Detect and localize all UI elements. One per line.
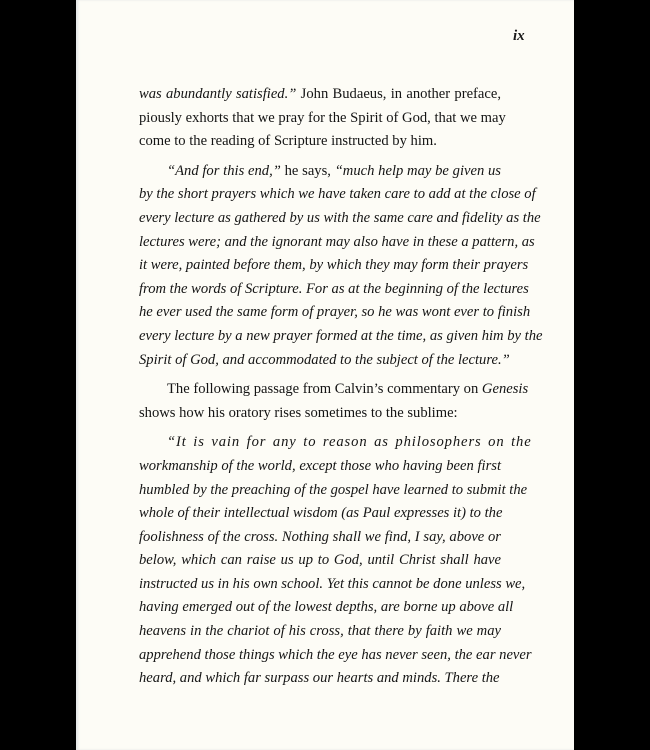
text-line bbox=[139, 644, 532, 668]
text-run: every lecture by a new prayer formed at the time, as given him by the bbox=[139, 327, 543, 344]
text-line bbox=[139, 183, 536, 207]
text-run: whole of their intellectual wisdom (as Paul expresses it) to the bbox=[139, 505, 503, 522]
text-run: from the words of Scripture. For as at the beginning of the lectures bbox=[139, 280, 529, 297]
text-line bbox=[139, 479, 528, 503]
text-line bbox=[139, 596, 514, 620]
text-run: come to the reading of Scripture instructed by him. bbox=[139, 133, 437, 150]
text-run: below, which can raise us up to God, until Christ shall have bbox=[139, 552, 501, 569]
text-run: heavens in the chariot of his cross, that there by faith we may bbox=[139, 623, 501, 640]
text-line bbox=[139, 667, 501, 691]
paragraph-genesis-intro bbox=[139, 378, 529, 425]
text-line bbox=[139, 254, 529, 278]
text-line bbox=[139, 107, 506, 131]
text-line bbox=[139, 160, 501, 184]
text-line bbox=[139, 278, 529, 302]
text-run: Genesis bbox=[481, 381, 529, 398]
text-line bbox=[139, 573, 526, 597]
text-run: lectures were; and the ignorant may also have in these a pattern, as bbox=[139, 233, 535, 250]
text-run: John Budaeus, in another preface, bbox=[296, 86, 501, 102]
text-run: he says, bbox=[280, 162, 335, 179]
text-line bbox=[139, 620, 501, 644]
text-line bbox=[139, 231, 535, 255]
text-run: “It is vain for any to reason as philosophers on the bbox=[167, 434, 532, 451]
text-line bbox=[139, 83, 501, 107]
text-run: he ever used the same form of prayer, so he was wont ever to finish bbox=[139, 304, 531, 321]
text-run: piously exhorts that we pray for the Spirit of God, that we may bbox=[139, 109, 506, 126]
text-line bbox=[139, 549, 501, 573]
text-line bbox=[139, 301, 531, 325]
text-run: heard, and which far surpass our hearts and minds. There the bbox=[139, 670, 500, 687]
text-run: it were, painted before them, by which they may form their prayers bbox=[139, 257, 529, 274]
text-run: “much help may be given us bbox=[334, 162, 501, 179]
text-line bbox=[139, 455, 501, 479]
text-run: Spirit of God, and accommodated to the subject of the lecture.” bbox=[139, 351, 510, 368]
text-line bbox=[139, 325, 543, 349]
page-body bbox=[139, 83, 543, 691]
paragraph-calvin-quote bbox=[139, 431, 532, 691]
paragraph-budaeus-quote bbox=[139, 160, 543, 372]
text-line bbox=[139, 502, 501, 526]
text-run: foolishness of the cross. Nothing shall we find, I say, above or bbox=[139, 528, 501, 545]
text-line bbox=[139, 526, 501, 550]
text-run: having emerged out of the lowest depths, are borne up above all bbox=[139, 599, 514, 616]
text-line bbox=[139, 431, 532, 455]
text-run: apprehend those things which the eye has never seen, the ear never bbox=[139, 646, 532, 663]
paragraph-budaeus-intro bbox=[139, 83, 506, 154]
text-run: every lecture as gathered by us with the same care and fidelity as the bbox=[139, 209, 541, 226]
text-run: shows how his oratory rises sometimes to the sublime: bbox=[139, 404, 458, 421]
text-run: was abundantly satisfied.” bbox=[139, 86, 297, 102]
text-line bbox=[139, 130, 501, 154]
text-run: humbled by the preaching of the gospel have learned to submit the bbox=[139, 481, 528, 498]
text-line bbox=[139, 207, 541, 231]
text-run: workmanship of the world, except those who having been first bbox=[139, 457, 501, 474]
text-line bbox=[139, 402, 501, 426]
text-run: “And for this end,” bbox=[167, 162, 281, 179]
page-number: ix bbox=[513, 28, 525, 44]
text-run: instructed us in his own school. Yet this cannot be done unless we, bbox=[139, 575, 526, 592]
text-run: by the short prayers which we have taken care to add at the close of bbox=[139, 186, 536, 203]
text-line bbox=[139, 378, 529, 402]
text-line bbox=[139, 349, 510, 373]
text-run: The following passage from Calvin’s commentary on bbox=[167, 381, 482, 398]
book-page bbox=[76, 0, 574, 750]
